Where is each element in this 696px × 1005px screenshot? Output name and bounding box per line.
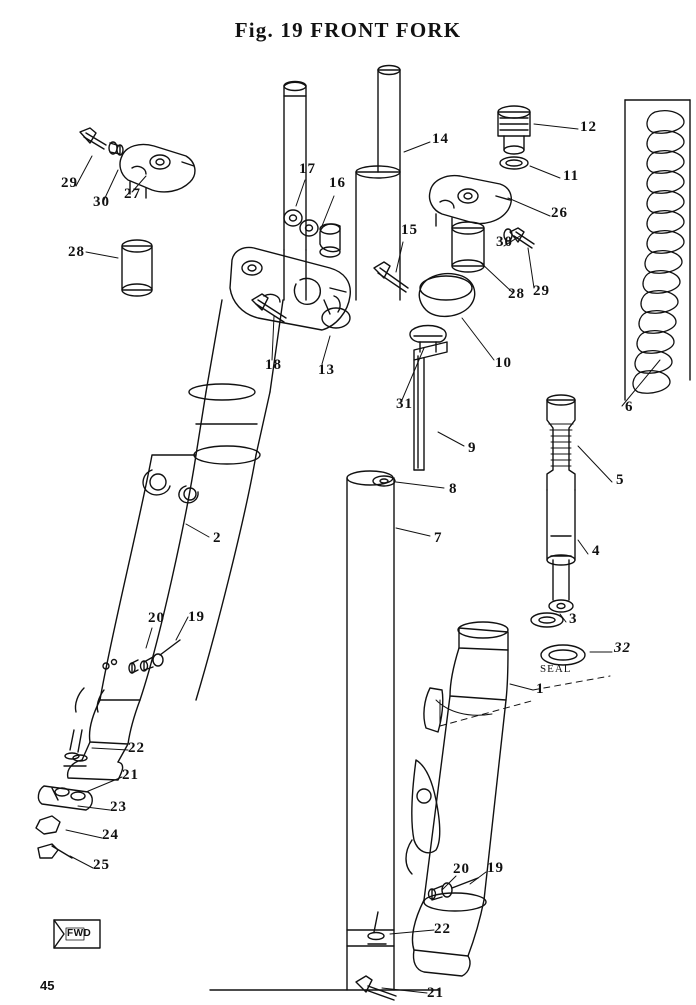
callout-28: 28 [68,244,85,260]
bolts-29-30-left [80,128,123,155]
top-cap-12 [498,106,530,154]
callout-12: 12 [580,119,597,135]
callout-3: 3 [569,611,578,627]
callout-30-right: 30 [496,234,513,250]
callout-1: 1 [536,681,545,697]
annotation-dashed-line [440,676,610,726]
washers-16-17 [284,210,340,257]
callout-28-right: 28 [508,286,525,302]
upper-clamp-bracket-right [430,176,512,228]
callout-10: 10 [495,355,512,371]
page-number: 45 [40,978,55,993]
fork-spring-6 [625,100,690,400]
callout-22: 22 [128,740,145,756]
bolt-15 [374,262,408,292]
lower-triple-clamp [230,248,350,331]
callout-14: 14 [432,131,449,147]
right-fork-slider [356,622,508,1000]
callout-11: 11 [563,168,580,184]
callout-20-right: 20 [453,861,470,877]
callout-31: 31 [396,396,413,412]
callout-26: 26 [551,205,568,221]
callout-16: 16 [329,175,346,191]
callout-27: 27 [124,186,141,202]
callout-32: 32 [614,640,631,656]
callout-13: 13 [318,362,335,378]
callout-21: 21 [122,767,139,783]
callout-18: 18 [265,357,282,373]
callout-21-right: 21 [427,985,444,1001]
seal-housing-10 [419,274,474,317]
callout-29-right: 29 [533,283,550,299]
clip-31 [410,326,446,353]
damper-assembly-right [531,395,575,627]
callout-5: 5 [616,472,625,488]
callout-8: 8 [449,481,458,497]
callout-24: 24 [102,827,119,843]
callout-7: 7 [434,530,443,546]
annotation-sketch [436,700,492,724]
left-fork-outer-tube [68,82,306,781]
oring-11 [500,157,528,169]
callout-30: 30 [93,194,110,210]
callout-22-right: 22 [434,921,451,937]
callout-23: 23 [110,799,127,815]
fwd-label: FWD [67,928,92,939]
callout-4: 4 [592,543,601,559]
center-inner-tube [210,471,440,990]
collar-28-right [452,222,484,272]
callout-20: 20 [148,610,165,626]
callout-19-right: 19 [487,860,504,876]
callout-9: 9 [468,440,477,456]
seal-handwritten-note: SEAL [540,663,572,675]
leader-lines [66,124,660,993]
callout-17: 17 [299,161,316,177]
callout-2: 2 [213,530,222,546]
callout-6: 6 [625,399,634,415]
collar-28-left [122,240,152,296]
callout-25: 25 [93,857,110,873]
callout-29: 29 [61,175,78,191]
page-title: Fig. 19 FRONT FORK [234,18,462,42]
oil-seal-32 [541,645,585,665]
callout-19: 19 [188,609,205,625]
callout-15: 15 [401,222,418,238]
